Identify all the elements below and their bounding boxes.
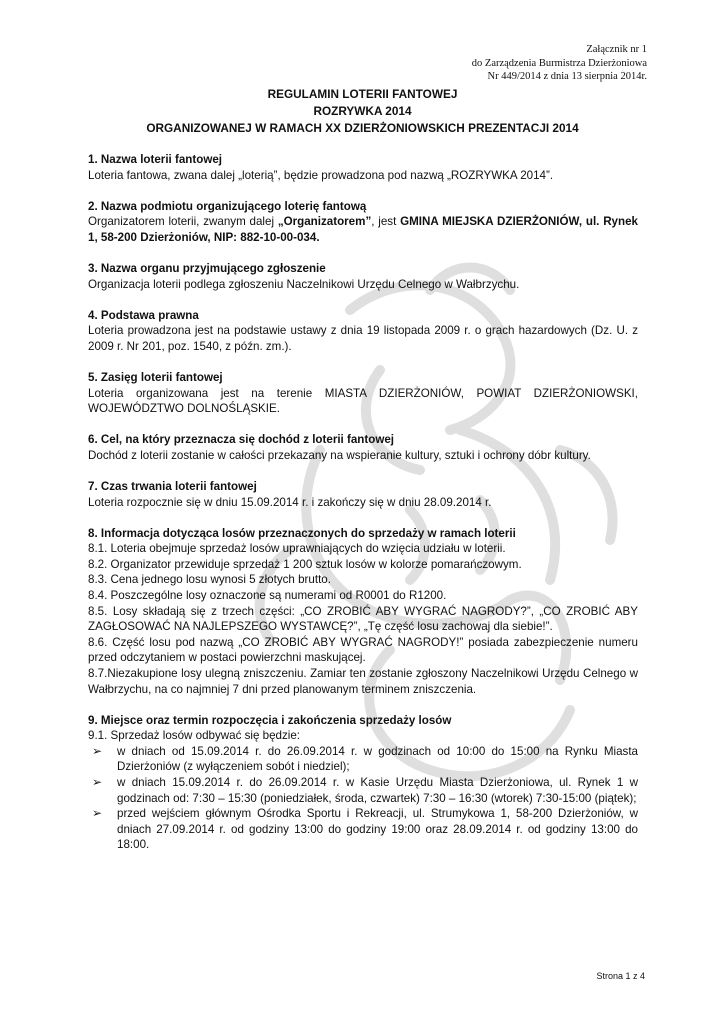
list-item-text: przed wejściem głównym Ośrodka Sportu i Rekreacji, ul. Strumykowa 1, 58-200 Dzierżoniów, w dniach 27.09.2014 r. od godziny 13:00 do godziny 19:00 oraz 28.09.2014 r. od godziny 13:00 do 18:00. — [117, 807, 638, 852]
section-2 — [88, 199, 638, 246]
title-line-1: REGULAMIN LOTERII FANTOWEJ — [267, 87, 458, 101]
list-item-text: w dniach 15.09.2014 r. do 26.09.2014 r. w Kasie Urzędu Miasta Dzierżoniowa, ul. Rynek 1 w godzinach od: 7:30 – 15:30 (poniedziałek, środa, czwartek) 7:30 – 16:30 (wtorek) 7:30-15:00 (piątek); — [117, 776, 638, 805]
document-body — [88, 152, 638, 868]
section-text: Loteria organizowana jest na terenie MIASTA DZIERŻONIÓW, POWIAT DZIERŻONIOWSKI, WOJEWÓDZTWO DOLNOŚLĄSKIE. — [88, 386, 638, 416]
section-heading: 5. Zasięg loterii fantowej — [88, 370, 223, 384]
section-heading: 2. Nazwa podmiotu organizującego loterię fantową — [88, 199, 367, 213]
list-item: 8.3. Cena jednego losu wynosi 5 złotych brutto. — [88, 573, 331, 587]
section-9 — [88, 713, 638, 853]
list-item-text: w dniach od 15.09.2014 r. do 26.09.2014 r. w godzinach od 10:00 do 15:00 na Rynku Miasta Dzierżoniów (z wyłączeniem sobót i niedziel); — [117, 744, 638, 774]
annex-line-1: Załącznik nr 1 — [586, 44, 647, 55]
section-heading: 9. Miejsce oraz termin rozpoczęcia i zakończenia sprzedaży losów — [88, 713, 452, 727]
section-6 — [88, 432, 638, 463]
list-item — [88, 775, 638, 806]
organizer-text-a: Organizatorem loterii, zwanym dalej — [88, 215, 278, 229]
section-heading: 6. Cel, na który przeznacza się dochód z loterii fantowej — [88, 433, 395, 447]
organizer-term: „Organizatorem” — [277, 215, 372, 229]
section-7 — [88, 479, 638, 510]
annex-line-2: do Zarządzenia Burmistrza Dzierżoniowa — [471, 57, 647, 69]
organizer-name: GMINA MIEJSKA DZIERŻONIÓW, ul. Rynek 1, 58-200 Dzierżoniów, NIP: 882-10-00-034. — [88, 215, 638, 244]
section-heading: 7. Czas trwania loterii fantowej — [88, 479, 257, 493]
list-item — [88, 806, 638, 853]
arrow-bullet-icon: ➢ — [92, 775, 103, 789]
section-1 — [88, 152, 638, 183]
annex-header — [472, 43, 647, 84]
section-text: Loteria prowadzona jest na podstawie ustawy z dnia 19 listopada 2009 r. o grach hazardowych (Dz. U. z 2009 r. Nr 201, poz. 1540, z późn. zm.). — [88, 324, 638, 353]
list-item: 8.6. Część losu pod nazwą „CO ZROBIĆ ABY WYGRAĆ NAGRODY!” posiada zabezpieczenie numeru przed odczytaniem w postaci powierzchni maskującej. — [88, 635, 638, 665]
list-item: 8.4. Poszczególne losy oznaczone są numerami od R0001 do R1200. — [88, 588, 447, 602]
list-item — [88, 744, 638, 775]
title-line-3: ORGANIZOWANEJ W RAMACH XX DZIERŻONIOWSKICH PREZENTACJI 2014 — [146, 121, 579, 135]
page-number: Strona 1 z 4 — [596, 971, 645, 981]
list-item: 8.1. Loteria obejmuje sprzedaż losów uprawniających do wzięcia udziału w loterii. — [88, 542, 506, 556]
organizer-text-c: , jest — [371, 215, 401, 229]
section-5 — [88, 370, 638, 417]
sales-locations-list — [88, 744, 638, 853]
title-line-2: ROZRYWKA 2014 — [313, 104, 412, 118]
arrow-bullet-icon: ➢ — [92, 743, 103, 758]
section-heading: 3. Nazwa organu przyjmującego zgłoszenie — [88, 261, 326, 275]
section-text: Loteria rozpocznie się w dniu 15.09.2014 r. i zakończy się w dniu 28.09.2014 r. — [88, 495, 492, 509]
section-intro: 9.1. Sprzedaż losów odbywać się będzie: — [88, 729, 301, 743]
section-8 — [88, 526, 638, 698]
document-title — [88, 86, 637, 137]
section-text: Loteria fantowa, zwana dalej „loterią”, będzie prowadzona pod nazwą „ROZRYWKA 2014”. — [88, 168, 554, 182]
section-text: Organizacja loterii podlega zgłoszeniu Naczelnikowi Urzędu Celnego w Wałbrzychu. — [88, 277, 520, 291]
arrow-bullet-icon: ➢ — [92, 806, 103, 821]
section-heading: 1. Nazwa loterii fantowej — [88, 153, 223, 166]
list-item: 8.2. Organizator przewiduje sprzedaż 1 200 sztuk losów w kolorze pomarańczowym. — [88, 557, 522, 571]
section-text: Dochód z loterii zostanie w całości przekazany na wspieranie kultury, sztuki i ochrony dóbr kultury. — [88, 448, 591, 462]
section-heading: 4. Podstawa prawna — [88, 308, 199, 322]
section-3 — [88, 261, 638, 292]
section-text — [88, 214, 638, 245]
list-item: 8.7.Niezakupione losy ulegną zniszczeniu. Zamiar ten zostanie zgłoszony Naczelnikowi Urzędu Celnego w Wałbrzychu, na co najmniej 7 dni przed planowanym terminem zniszczenia. — [88, 666, 638, 696]
list-item: 8.5. Losy składają się z trzech części: „CO ZROBIĆ ABY WYGRAĆ NAGRODY?”, „CO ZROBIĆ ABY ZAGŁOSOWAĆ NA NAJLEPSZEGO WYSTAWCĘ?”, „Tę część losu zachowaj dla siebie!”. — [88, 604, 638, 634]
section-4 — [88, 308, 638, 355]
section-heading: 8. Informacja dotycząca losów przeznaczonych do sprzedaży w ramach loterii — [88, 526, 516, 540]
annex-line-3: Nr 449/2014 z dnia 13 sierpnia 2014r. — [487, 71, 647, 82]
